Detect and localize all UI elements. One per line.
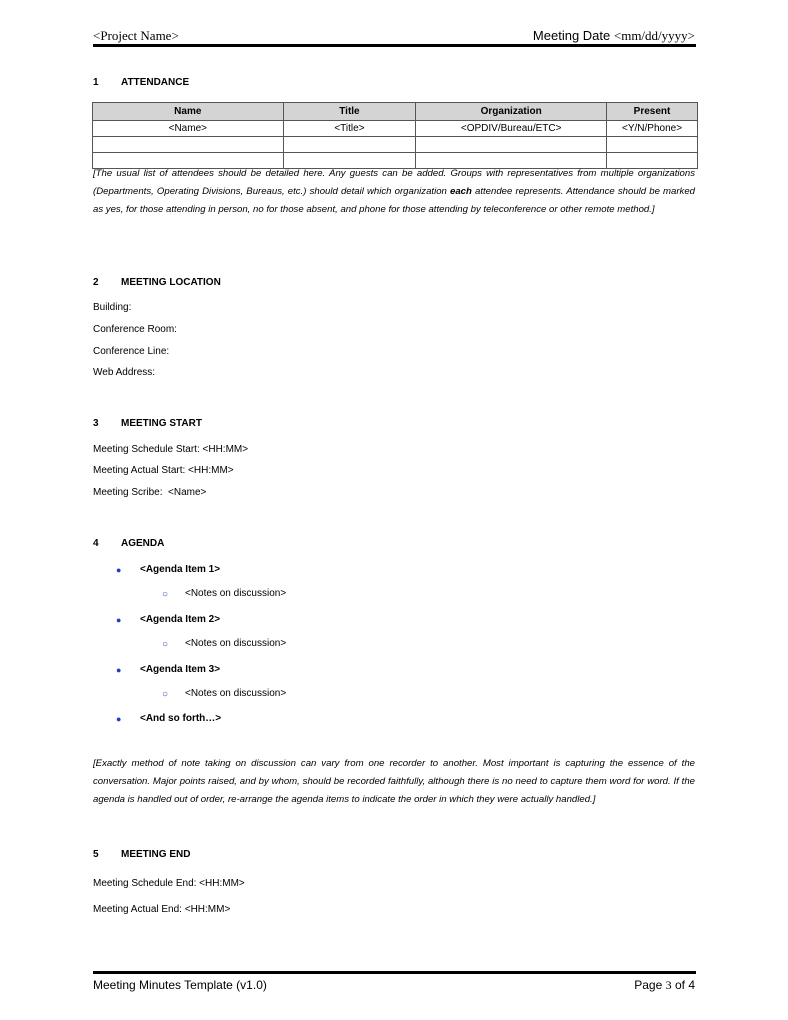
bullet-icon: ● — [116, 615, 122, 625]
table-cell — [93, 137, 284, 153]
meeting-date — [533, 28, 695, 44]
bullet-icon: ● — [116, 665, 122, 675]
section-location-heading — [93, 277, 221, 288]
field-conference-room: Conference Room: — [93, 324, 177, 335]
table-cell: <Y/N/Phone> — [607, 121, 698, 137]
field-scribe: Meeting Scribe: <Name> — [93, 487, 207, 498]
page-total: 4 — [688, 978, 695, 992]
field-schedule-start: Meeting Schedule Start: <HH:MM> — [93, 444, 249, 455]
field-conference-line: Conference Line: — [93, 346, 170, 357]
sub-bullet-icon: ○ — [162, 689, 169, 700]
column-header: Name — [93, 103, 284, 121]
table-cell: <Name> — [93, 121, 284, 137]
header-rule — [93, 44, 696, 47]
bullet-icon: ● — [116, 714, 122, 724]
section-title: ATTENDANCE — [121, 77, 190, 88]
section-title: MEETING LOCATION — [121, 277, 221, 288]
field-schedule-end: Meeting Schedule End: <HH:MM> — [93, 878, 245, 889]
page-label: Page — [634, 978, 663, 992]
table-row — [93, 121, 698, 137]
table-cell — [283, 137, 416, 153]
section-agenda-heading — [93, 538, 164, 549]
section-number: 1 — [93, 77, 99, 88]
page-of-label: of — [674, 978, 685, 992]
field-building: Building: — [93, 302, 132, 313]
meeting-date-value: <mm/dd/yyyy> — [613, 28, 695, 43]
footer-rule — [93, 971, 696, 974]
agenda-instructions: [Exactly method of note taking on discussion can vary from one recorder to another. Most important is capturing the essence of the conversation. Major points raised, and by whom, should be recorded faithfully, although there is no need to capture them word for word. If the agenda is handled out of order, re-arrange the agenda items to indicate the order in which they were actually handled.] — [93, 758, 695, 805]
table-header-row — [93, 103, 698, 121]
section-number: 4 — [93, 538, 99, 549]
agenda-item: <And so forth…> — [140, 713, 222, 724]
footer-template-name: Meeting Minutes Template (v1.0) — [93, 978, 267, 992]
section-number: 5 — [93, 849, 99, 860]
table-cell: <OPDIV/Bureau/ETC> — [416, 121, 607, 137]
column-header: Present — [607, 103, 698, 121]
project-name: <Project Name> — [93, 28, 179, 43]
agenda-item: <Agenda Item 1> — [140, 564, 221, 575]
field-actual-end: Meeting Actual End: <HH:MM> — [93, 904, 231, 915]
agenda-note: <Notes on discussion> — [185, 688, 287, 699]
table-row — [93, 137, 698, 153]
section-number: 3 — [93, 418, 99, 429]
agenda-note: <Notes on discussion> — [185, 588, 287, 599]
attendance-table — [92, 102, 698, 169]
attendance-instructions: [The usual list of attendees should be detailed here. Any guests can be added. Groups with representatives from multiple organizations (Departments, Operating Divisions, Bureaus, etc.) should detail which organization each attendee represents. Attendance should be marked as yes, for those attending in person, no for those absent, and phone for those attending by teleconference or other remote method.] — [93, 168, 695, 215]
section-end-heading — [93, 849, 190, 860]
field-web-address: Web Address: — [93, 367, 156, 378]
section-attendance-heading — [93, 77, 189, 88]
meeting-date-label: Meeting Date — [532, 28, 611, 43]
table-cell — [416, 137, 607, 153]
section-title: AGENDA — [121, 538, 165, 549]
agenda-note: <Notes on discussion> — [185, 638, 287, 649]
agenda-item: <Agenda Item 3> — [140, 664, 221, 675]
column-header: Organization — [416, 103, 607, 121]
page-current: 3 — [665, 978, 672, 992]
page-number — [634, 978, 695, 993]
bullet-icon: ● — [116, 565, 122, 575]
agenda-item: <Agenda Item 2> — [140, 614, 221, 625]
column-header: Title — [283, 103, 416, 121]
section-number: 2 — [93, 277, 99, 288]
section-title: MEETING END — [121, 849, 191, 860]
section-title: MEETING START — [121, 418, 202, 429]
sub-bullet-icon: ○ — [162, 639, 169, 650]
sub-bullet-icon: ○ — [162, 589, 169, 600]
table-cell — [607, 137, 698, 153]
table-cell: <Title> — [283, 121, 416, 137]
field-actual-start: Meeting Actual Start: <HH:MM> — [93, 465, 234, 476]
section-start-heading — [93, 418, 202, 429]
